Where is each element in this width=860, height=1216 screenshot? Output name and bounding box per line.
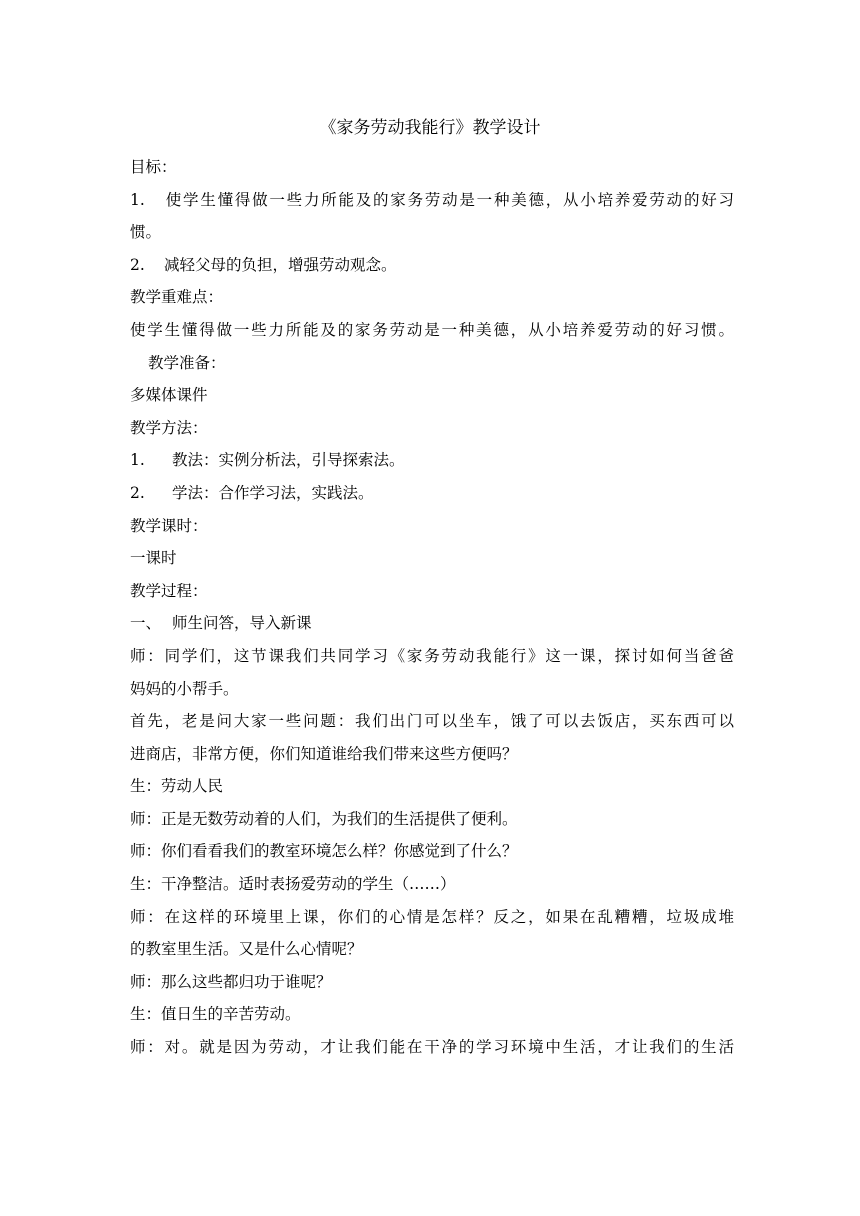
goal-item-1-number: 1. bbox=[130, 190, 145, 209]
paragraph-7-line-1: 师：在这样的环境里上课，你们的心情是怎样？反之，如果在乱糟糟，垃圾成堆 bbox=[130, 907, 734, 926]
paragraph-7-line-2: 的教室里生活。又是什么心情呢？ bbox=[130, 940, 363, 959]
document-title: 《家务劳动我能行》教学设计 bbox=[319, 118, 541, 138]
paragraph-8: 师：那么这些都归功于谁呢？ bbox=[130, 972, 332, 991]
paragraph-2-line-1: 首先，老是问大家一些问题：我们出门可以坐车，饿了可以去饭店，买东西可以 bbox=[130, 712, 734, 731]
method-item-2 bbox=[130, 477, 734, 510]
prep-heading: 教学准备： bbox=[148, 353, 226, 372]
paragraph-3: 生：劳动人民 bbox=[130, 777, 224, 796]
method-item-1-number: 1. bbox=[130, 451, 145, 470]
hours-heading: 教学课时： bbox=[130, 516, 208, 535]
goal-item-1-continuation: 惯。 bbox=[130, 223, 162, 242]
document-body bbox=[130, 151, 734, 1064]
goal-item-2-number: 2. bbox=[130, 255, 145, 274]
key-points-text: 使学生懂得做一些力所能及的家务劳动是一种美德，从小培养爱劳动的好习惯。 bbox=[130, 320, 734, 339]
method-item-1 bbox=[130, 444, 734, 477]
paragraph-6: 生：干净整洁。适时表扬爱劳动的学生（……） bbox=[130, 875, 456, 894]
method-item-1-text: 教法：实例分析法，引导探索法。 bbox=[172, 451, 405, 470]
process-heading: 教学过程： bbox=[130, 581, 208, 600]
paragraph-2-line-2: 进商店，非常方便，你们知道谁给我们带来这些方便吗？ bbox=[130, 744, 518, 763]
paragraph-5: 师：你们看看我们的教室环境怎么样？你感觉到了什么？ bbox=[130, 842, 518, 861]
method-item-2-number: 2. bbox=[130, 483, 145, 502]
hours-text: 一课时 bbox=[130, 549, 177, 568]
paragraph-4: 师：正是无数劳动着的人们，为我们的生活提供了便利。 bbox=[130, 809, 518, 828]
process-step-1-text: 师生问答，导入新课 bbox=[172, 614, 312, 633]
goal-item-2-text: 减轻父母的负担，增强劳动观念。 bbox=[164, 255, 397, 274]
process-step-1-number: 一、 bbox=[130, 614, 162, 633]
paragraph-1-line-1: 师：同学们，这节课我们共同学习《家务劳动我能行》这一课，探讨如何当爸爸 bbox=[130, 646, 734, 665]
goal-item-1 bbox=[130, 184, 734, 217]
methods-heading: 教学方法： bbox=[130, 418, 208, 437]
paragraph-9: 生：值日生的辛苦劳动。 bbox=[130, 1005, 301, 1024]
prep-text: 多媒体课件 bbox=[130, 386, 208, 405]
paragraph-10-line-1: 师：对。就是因为劳动，才让我们能在干净的学习环境中生活，才让我们的生活 bbox=[130, 1038, 734, 1057]
goals-heading: 目标： bbox=[130, 158, 177, 176]
process-step-1 bbox=[130, 607, 734, 640]
method-item-2-text: 学法：合作学习法，实践法。 bbox=[172, 483, 374, 502]
goal-item-2 bbox=[130, 249, 734, 282]
paragraph-1-line-2: 妈妈的小帮手。 bbox=[130, 679, 239, 698]
key-points-heading: 教学重难点： bbox=[130, 288, 224, 307]
goal-item-1-text: 使学生懂得做一些力所能及的家务劳动是一种美德，从小培养爱劳动的好习 bbox=[164, 190, 734, 209]
